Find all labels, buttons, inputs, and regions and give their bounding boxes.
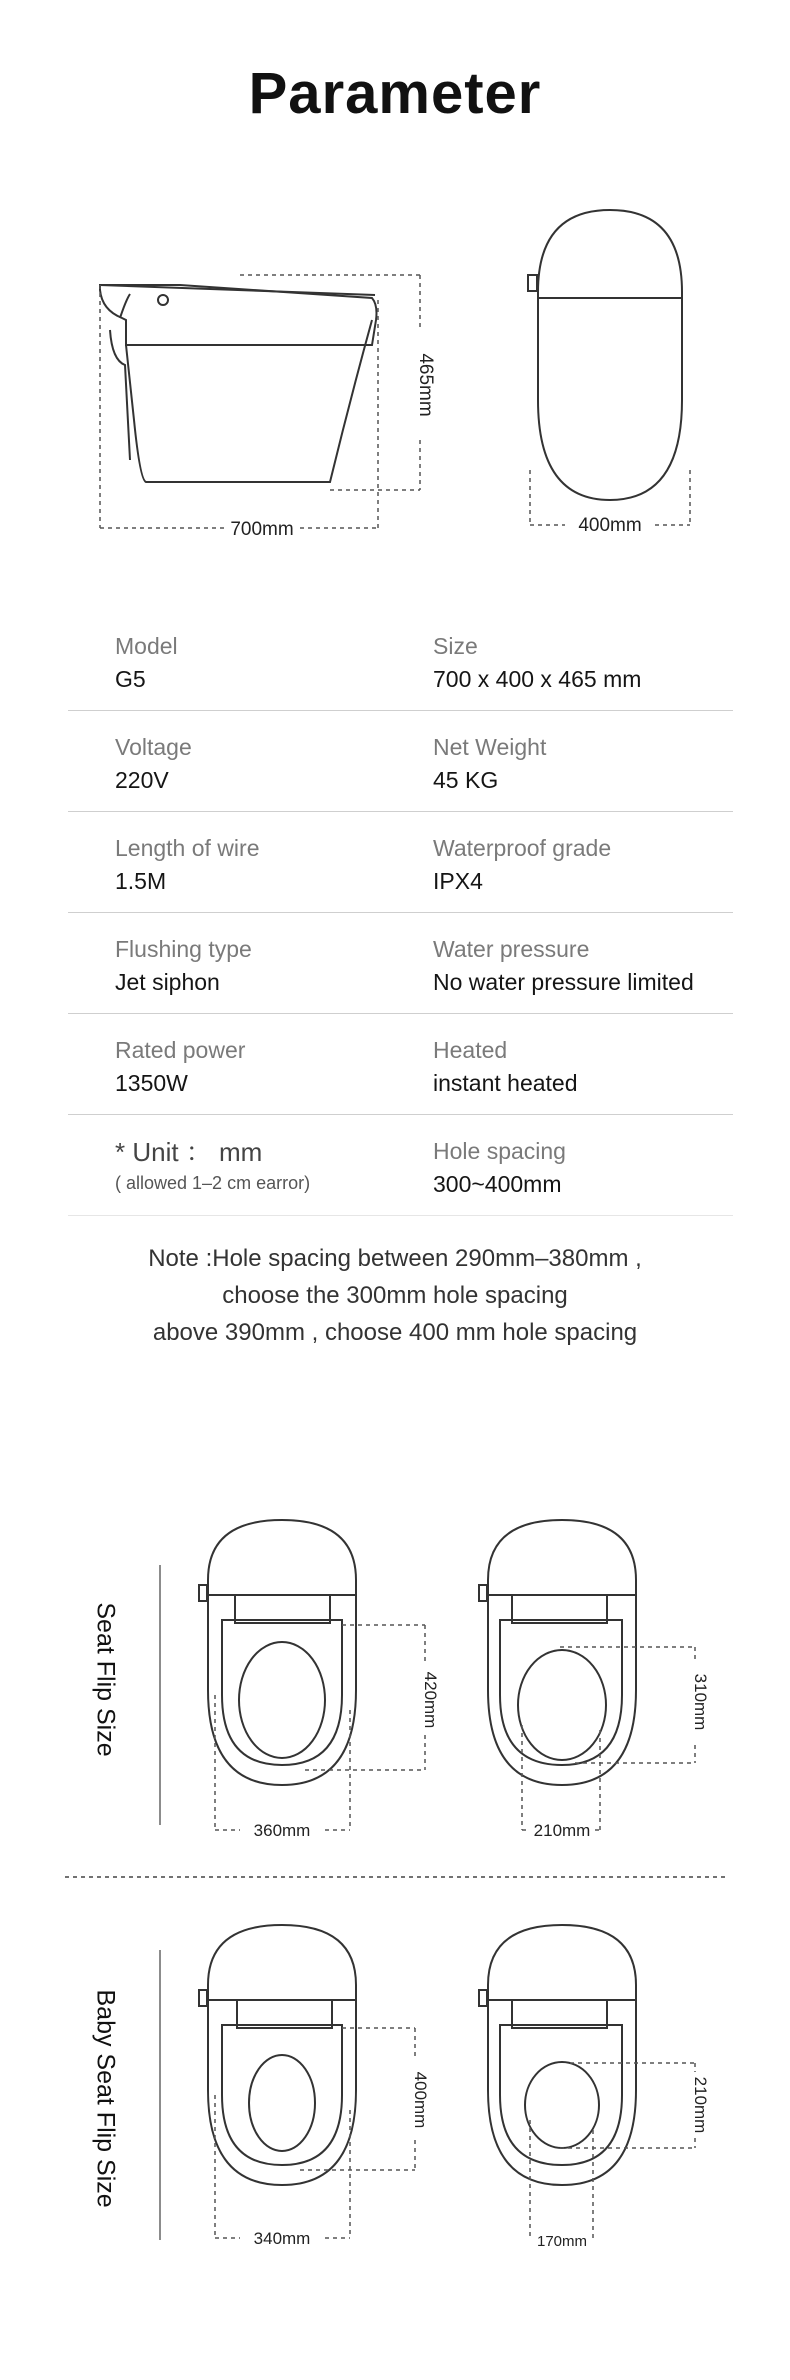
spec-label: Voltage	[115, 734, 192, 760]
seat-flip-label: Seat Flip Size	[91, 1602, 120, 1757]
height-dim-label: 465mm	[415, 353, 436, 417]
tolerance-note: ( allowed 1–2 cm earror)	[115, 1173, 311, 1193]
baby-seat-height-right: 210mm	[691, 2076, 710, 2134]
width-dim-label: 400mm	[578, 515, 642, 536]
spec-label: Rated power	[115, 1037, 246, 1063]
seat-flip-width-left: 360mm	[253, 1821, 311, 1840]
spec-value: 220V	[115, 767, 169, 793]
hole-spacing-note	[0, 1240, 790, 1351]
spec-label: Model	[115, 633, 178, 659]
spec-label: Net Weight	[433, 734, 547, 760]
spec-value: 700 x 400 x 465 mm	[433, 666, 642, 692]
spec-value: 1.5M	[115, 868, 167, 894]
spec-row	[68, 913, 733, 1014]
spec-label: Hole spacing	[433, 1138, 566, 1164]
spec-label: Waterproof grade	[433, 835, 612, 861]
spec-label: Length of wire	[115, 835, 260, 861]
spec-value: IPX4	[433, 868, 483, 894]
spec-label: Size	[433, 633, 478, 659]
seat-flip-width-right: 210mm	[533, 1821, 591, 1840]
spec-value: 1350W	[115, 1070, 188, 1096]
baby-seat-height-left: 400mm	[411, 2071, 430, 2129]
spec-row	[68, 711, 733, 812]
spec-label: Water pressure	[433, 936, 590, 962]
baby-seat-width-right: 170mm	[536, 2233, 588, 2250]
spec-row	[68, 812, 733, 913]
spec-row	[68, 1115, 733, 1216]
baby-seat-flip-label: Baby Seat Flip Size	[91, 1989, 120, 2208]
seat-flip-height-right: 310mm	[691, 1673, 710, 1731]
spec-value: No water pressure limited	[433, 969, 694, 995]
seat-flip-diagrams	[0, 1480, 790, 2380]
spec-value: 45 KG	[433, 767, 499, 793]
seat-flip-height-left: 420mm	[421, 1671, 440, 1729]
unit-label: * Unit ： mm	[115, 1137, 263, 1167]
note-line: above 390mm , choose 400 mm hole spacing	[152, 1319, 638, 1346]
spec-value: 300~400mm	[433, 1171, 562, 1197]
baby-seat-width-left: 340mm	[253, 2229, 311, 2248]
spec-value: G5	[115, 666, 146, 692]
spec-row	[68, 1014, 733, 1115]
spec-label: Heated	[433, 1037, 508, 1063]
note-line: choose the 300mm hole spacing	[222, 1282, 568, 1309]
spec-row	[68, 610, 733, 711]
spec-label: Flushing type	[115, 936, 252, 962]
length-dim-label: 700mm	[230, 519, 294, 540]
control-button-icon	[158, 295, 168, 305]
side-view-diagram	[0, 0, 790, 560]
specs-table	[68, 610, 733, 1216]
spec-value: instant heated	[433, 1070, 578, 1096]
note-line: Note :Hole spacing between 290mm–380mm ,	[148, 1245, 642, 1272]
spec-value: Jet siphon	[115, 969, 220, 995]
page-title: Parameter	[248, 61, 542, 126]
